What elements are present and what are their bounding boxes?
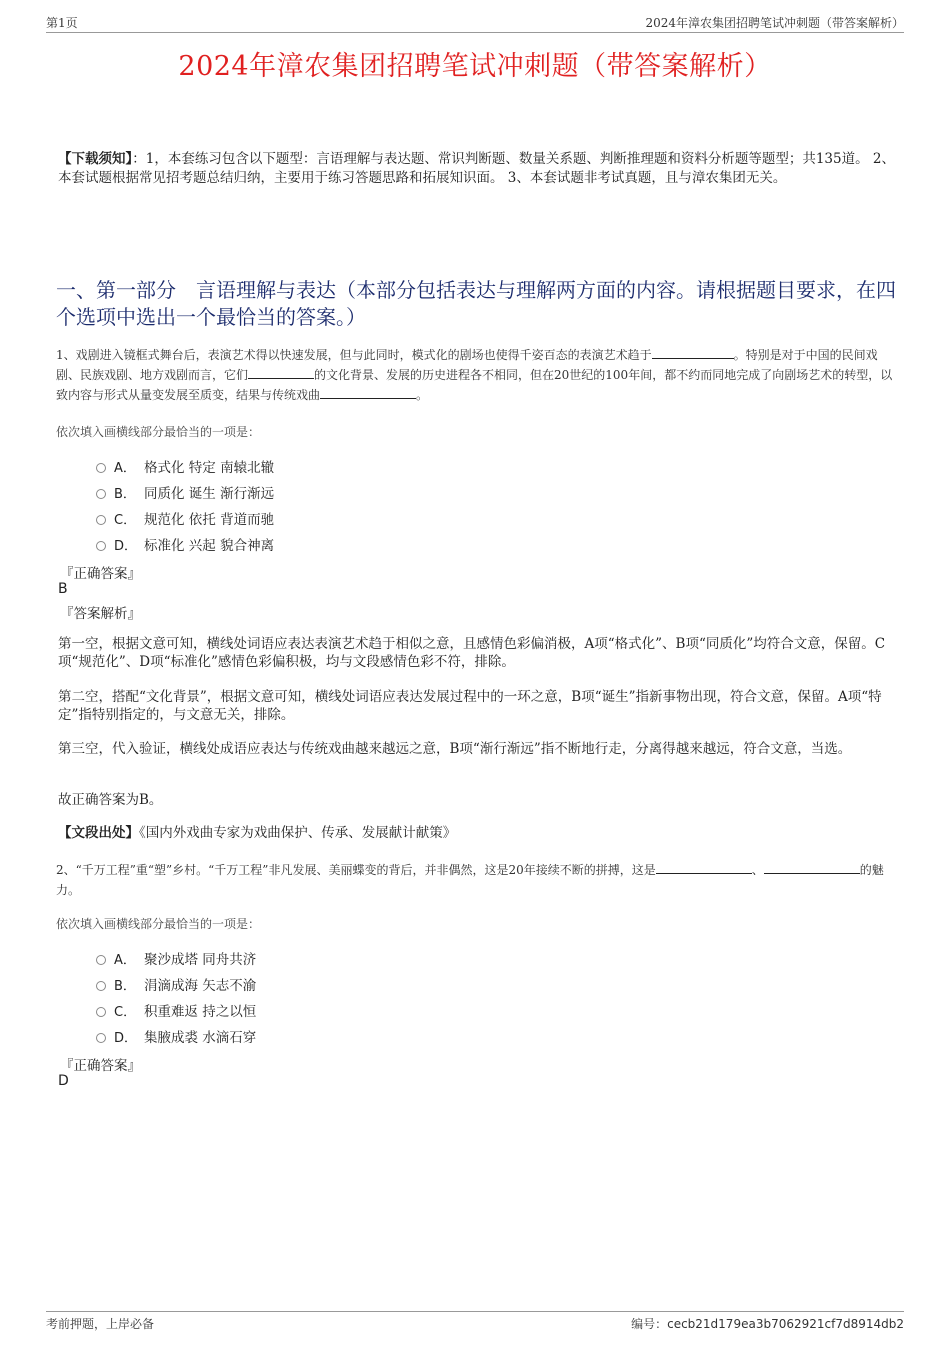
option-text: 集腋成裘 水滴石穿 bbox=[144, 1030, 257, 1046]
analysis-conclusion: 故正确答案为B。 bbox=[58, 792, 163, 808]
question-2-prompt: 依次填入画横线部分最恰当的一项是： bbox=[56, 917, 261, 931]
option-b[interactable] bbox=[96, 479, 274, 505]
option-d[interactable] bbox=[96, 1023, 256, 1049]
source-tag: 【文段出处】 bbox=[58, 825, 139, 841]
radio-button[interactable] bbox=[96, 489, 106, 499]
analysis-label: 『答案解析』 bbox=[60, 606, 141, 622]
option-text: 规范化 依托 背道而驰 bbox=[144, 512, 275, 528]
source-text: 《国内外戏曲专家为戏曲保护、传承、发展献计献策》 bbox=[139, 825, 457, 841]
option-a[interactable] bbox=[96, 453, 274, 479]
radio-button[interactable] bbox=[96, 463, 106, 473]
option-c[interactable] bbox=[96, 997, 256, 1023]
option-letter: B． bbox=[114, 978, 136, 994]
code-value: cecb21d179ea3b7062921cf7d8914db2 bbox=[667, 1317, 904, 1331]
fill-blank bbox=[764, 861, 860, 874]
correct-answer: B bbox=[58, 581, 68, 597]
question-1-options bbox=[96, 453, 274, 557]
q1-stem-part: 的文化背景、发展的历史进程各不相同，但在20世纪的100年间，都不约而同地完成了向剧场艺术的转型，以致内容与形式从量变发展至质变，结果与传统戏曲 bbox=[56, 368, 893, 402]
option-letter: D． bbox=[114, 538, 138, 554]
option-text: 同质化 诞生 渐行渐远 bbox=[144, 486, 275, 502]
page-footer bbox=[46, 1311, 904, 1332]
radio-button[interactable] bbox=[96, 981, 106, 991]
correct-answer-label: 『正确答案』 bbox=[60, 566, 141, 582]
correct-answer: D bbox=[58, 1073, 69, 1089]
option-letter: A． bbox=[114, 952, 136, 968]
q1-stem-part: 。 bbox=[416, 388, 429, 402]
question-2-options bbox=[96, 945, 256, 1049]
q2-stem-part: 、 bbox=[751, 863, 764, 877]
option-text: 聚沙成塔 同舟共济 bbox=[144, 952, 257, 968]
page-number: 第1页 bbox=[46, 16, 78, 30]
option-text: 涓滴成海 矢志不渝 bbox=[144, 978, 257, 994]
section-heading: 一、第一部分 言语理解与表达（本部分包括表达与理解两方面的内容。请根据题目要求，在四个选项中选出一个最恰当的答案。） bbox=[56, 278, 896, 329]
header-doc-title: 2024年漳农集团招聘笔试冲刺题（带答案解析） bbox=[645, 16, 904, 30]
document-title: 2024年漳农集团招聘笔试冲刺题（带答案解析） bbox=[178, 51, 772, 82]
radio-button[interactable] bbox=[96, 515, 106, 525]
option-letter: C． bbox=[114, 512, 137, 528]
option-b[interactable] bbox=[96, 971, 256, 997]
q2-stem-part: 2、“千万工程”重“塑”乡村。“千万工程”非凡发展、美丽蝶变的背后，并非偶然，这是20年接续不断的拼搏，这是 bbox=[56, 863, 656, 877]
q2-stem-part: 的魅力。 bbox=[56, 863, 884, 897]
footer-slogan: 考前押题，上岸必备 bbox=[46, 1317, 155, 1331]
option-letter: B． bbox=[114, 486, 136, 502]
option-text: 标准化 兴起 貌合神离 bbox=[144, 538, 275, 554]
option-text: 格式化 特定 南辕北辙 bbox=[144, 460, 275, 476]
q1-stem-part: 。特别是对于中国的民间戏剧、民族戏剧、地方戏剧而言，它们 bbox=[56, 348, 878, 382]
fill-blank bbox=[320, 386, 416, 399]
question-1-prompt: 依次填入画横线部分最恰当的一项是： bbox=[56, 425, 261, 439]
fill-blank bbox=[652, 346, 734, 359]
analysis-paragraph: 第三空，代入验证，横线处成语应表达与传统戏曲越来越远之意，B项“渐行渐远”指不断地行走，分离得越来越远，符合文意，当选。 bbox=[58, 741, 852, 757]
correct-answer-label: 『正确答案』 bbox=[60, 1058, 141, 1074]
code-label: 编号： bbox=[631, 1317, 668, 1331]
notice-tag: 【下载须知】 bbox=[58, 151, 133, 167]
option-d[interactable] bbox=[96, 531, 274, 557]
question-2-stem bbox=[56, 860, 901, 900]
radio-button[interactable] bbox=[96, 541, 106, 551]
fill-blank bbox=[248, 366, 314, 379]
footer-code bbox=[631, 1315, 904, 1332]
option-c[interactable] bbox=[96, 505, 274, 531]
option-a[interactable] bbox=[96, 945, 256, 971]
page-header bbox=[46, 14, 904, 33]
option-letter: A． bbox=[114, 460, 136, 476]
fill-blank bbox=[656, 861, 752, 874]
q1-stem-part: 1、戏剧进入镜框式舞台后，表演艺术得以快速发展，但与此同时，模式化的剧场也使得千姿百态的表演艺术趋于 bbox=[56, 348, 652, 362]
source-line bbox=[58, 824, 888, 842]
radio-button[interactable] bbox=[96, 955, 106, 965]
download-notice bbox=[58, 150, 898, 188]
option-letter: D． bbox=[114, 1030, 138, 1046]
question-1-stem bbox=[56, 345, 901, 405]
notice-text: ：1，本套练习包含以下题型：言语理解与表达题、常识判断题、数量关系题、判断推理题和资料分析题等题型；共135道。 2、本套试题根据常见招考题总结归纳，主要用于练习答题思路和拓展知识面。 3、本套试题非考试真题，且与漳农集团无关。 bbox=[58, 151, 895, 186]
analysis-paragraph: 第二空，搭配“文化背景”，根据文意可知，横线处词语应表达发展过程中的一环之意，B项“诞生”指新事物出现，符合文意，保留。A项“特定”指特别指定的，与文意无关，排除。 bbox=[58, 689, 882, 723]
analysis-paragraph: 第一空，根据文意可知，横线处词语应表达表演艺术趋于相似之意，且感情色彩偏消极，A项“格式化”、B项“同质化”均符合文意，保留。C项“规范化”、D项“标准化”感情色彩偏积极，均与文段感情色彩不符，排除。 bbox=[58, 636, 886, 670]
radio-button[interactable] bbox=[96, 1007, 106, 1017]
option-letter: C． bbox=[114, 1004, 137, 1020]
radio-button[interactable] bbox=[96, 1033, 106, 1043]
option-text: 积重难返 持之以恒 bbox=[144, 1004, 257, 1020]
